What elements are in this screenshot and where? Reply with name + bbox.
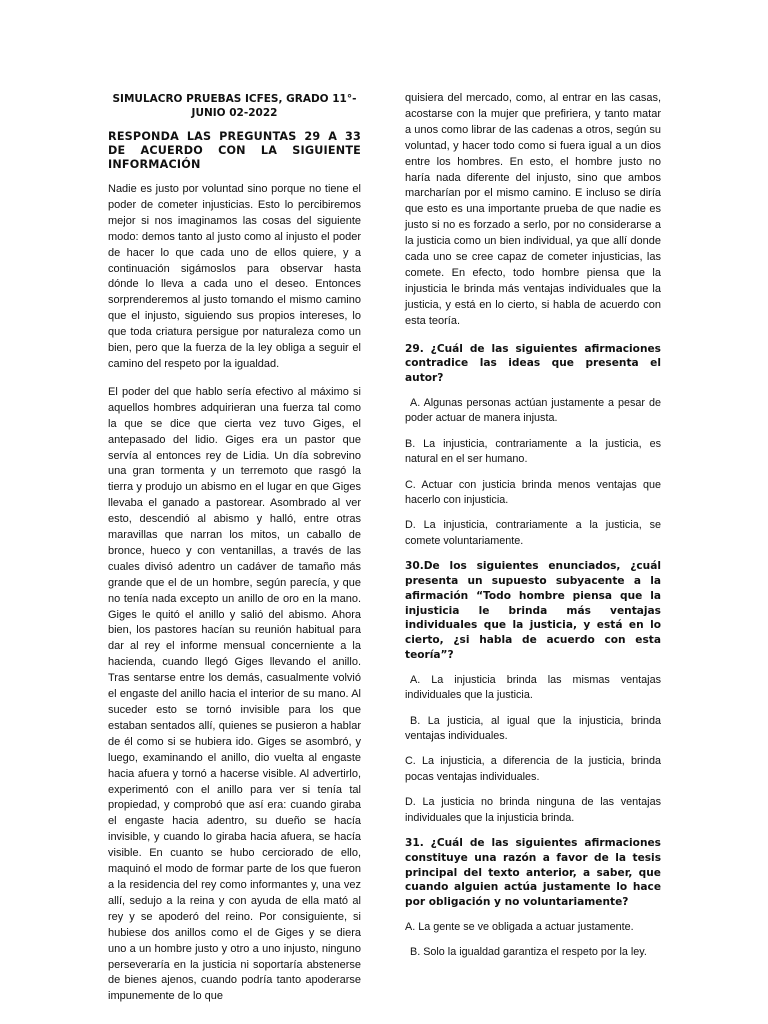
question-31-option-a: A. La gente se ve obligada a actuar justamente. xyxy=(405,921,634,934)
page-title: SIMULACRO PRUEBAS ICFES, GRADO 11°- JUNIO 02-2022 xyxy=(112,93,357,119)
question-30: 30.De los siguientes enunciados, ¿cuál presenta un supuesto subyacente a la afirmación “Todo hombre piensa que la injusticia le brinda más ventajas individuales que la justicia, y está en lo cierto, ¿si habla de acuerdo con esta teoría”? xyxy=(405,560,661,662)
question-31-option-b: B. Solo la igualdad garantiza el respeto por la ley. xyxy=(410,946,647,959)
question-29: 29. ¿Cuál de las siguientes afirmaciones contradice las ideas que presenta el autor? xyxy=(405,342,661,385)
passage-paragraph-1: Nadie es justo por voluntad sino porque no tiene el poder de cometer injusticias. Esto lo percibiremos mejor si nos imaginamos las cosas del siguiente modo: demos tanto al justo como al injusto el poder de hacer lo que cada uno de ellos quiere, y a continuación sigámoslos para observar hasta dónde lo lleva a cada uno el deseo. Entonces sorprenderemos al justo tomando el mismo camino que el injusto, siguiendo sus propios intereses, lo que toda criatura persigue por naturaleza como un bien, pero que la fuerza de la ley obliga a seguir el camino del respeto por la igualdad. xyxy=(108,183,361,370)
question-30-option-c: C. La injusticia, a diferencia de la justicia, brinda pocas ventajas individuales. xyxy=(405,755,661,783)
left-column xyxy=(108,92,361,1017)
instruction-heading: RESPONDA LAS PREGUNTAS 29 A 33 DE ACUERDO CON LA SIGUIENTE INFORMACIÓN xyxy=(108,130,361,171)
question-30-option-b: B. La justicia, al igual que la injusticia, brinda ventajas individuales. xyxy=(405,714,661,743)
question-29-option-a: A. Algunas personas actúan justamente a pesar de poder actuar de manera injusta. xyxy=(405,396,661,425)
passage-paragraph-2: El poder del que hablo sería efectivo al máximo si aquellos hombres adquirieran una fuerza tal como la que se dice que cierta vez tuvo Giges, el antepasado del lidio. Giges era un pastor que servía al entonces rey de Lidia. Un día sobrevino una gran tormenta y un terremoto que rasgó la tierra y produjo un abismo en el lugar en que Giges llevaba el ganado a pastorear. Asombrado al ver esto, descendió al abismo y halló, entre otras maravillas que narran los mitos, un caballo de bronce, hueco y con ventanillas, a través de las cuales divisó adentro un cadáver de tamaño más grande que el de un hombre, según parecía, y que no tenía nada excepto un anillo de oro en la mano. Giges le quitó el anillo y salió del abismo. Ahora bien, los pastores hacían su reunión habitual para dar al rey el informe mensual concerniente a la hacienda, cuando llegó Giges llevando el anillo. Tras sentarse entre los demás, casualmente volvió el engaste del anillo hacia el interior de su mano. Al suceder esto se tornó invisible para los que estaban sentados allí, quienes se pusieron a hablar de él como si se hubiera ido. Giges se asombró, y luego, examinando el anillo, dio vuelta al engaste hacia afuera y tornó a hacerse visible. Al advertirlo, experimentó con el anillo para ver si tenía tal propiedad, y comprobó que así era: cuando giraba el engaste hacia adentro, su dueño se hacía invisible, y cuando lo giraba hacia afuera, se hacía visible. En cuanto se hubo cerciorado de ello, maquinó el modo de formar parte de los que fueron a la residencia del rey como informantes y, una vez allí, sedujo a la reina y con ayuda de ella mató al rey y se apoderó del reino. Por consiguiente, si hubiese dos anillos como el de Giges y se diera uno a un hombre justo y otro a uno injusto, ninguno perseveraría en la justicia ni soportaría abstenerse de bienes ajenos, cuando podría tanto apoderarse impunemente de lo que xyxy=(108,385,361,1003)
question-31: 31. ¿Cuál de las siguientes afirmaciones constituye una razón a favor de la tesis principal del texto anterior, a saber, que cuando alguien actúa justamente lo hace por obligación y no voluntariamente? xyxy=(405,837,661,909)
question-29-option-b: B. La injusticia, contrariamente a la justicia, es natural en el ser humano. xyxy=(405,437,661,466)
question-29-option-c: C. Actuar con justicia brinda menos ventajas que hacerlo con injusticia. xyxy=(405,478,661,507)
question-30-option-a: A. La injusticia brinda las mismas ventajas individuales que la justicia. xyxy=(405,673,661,702)
question-29-option-d: D. La injusticia, contrariamente a la justicia, se comete voluntariamente. xyxy=(405,519,661,547)
right-column xyxy=(405,91,661,971)
question-30-option-d: D. La justicia no brinda ninguna de las ventajas individuales que la injusticia brinda. xyxy=(405,796,661,824)
passage-paragraph-3: quisiera del mercado, como, al entrar en las casas, acostarse con la mujer que prefiriera, y tanto matar a unos como librar de las cadenas a otros, según su voluntad, y hacer todo como si fuera igual a un dios entre los hombres. En esto, el hombre justo no haría nada diferente del injusto, sino que ambos marcharían por el mismo camino. E incluso se diría que esto es una importante prueba de que nadie es justo si no es forzado a serlo, por no considerarse a la justicia como un bien individual, ya que allí donde cada uno se cree capaz de cometer injusticias, las comete. En efecto, todo hombre piensa que la injusticia le brinda más ventajas individuales que la justicia, y está en lo cierto, si habla de acuerdo con esta teoría. xyxy=(405,92,661,327)
